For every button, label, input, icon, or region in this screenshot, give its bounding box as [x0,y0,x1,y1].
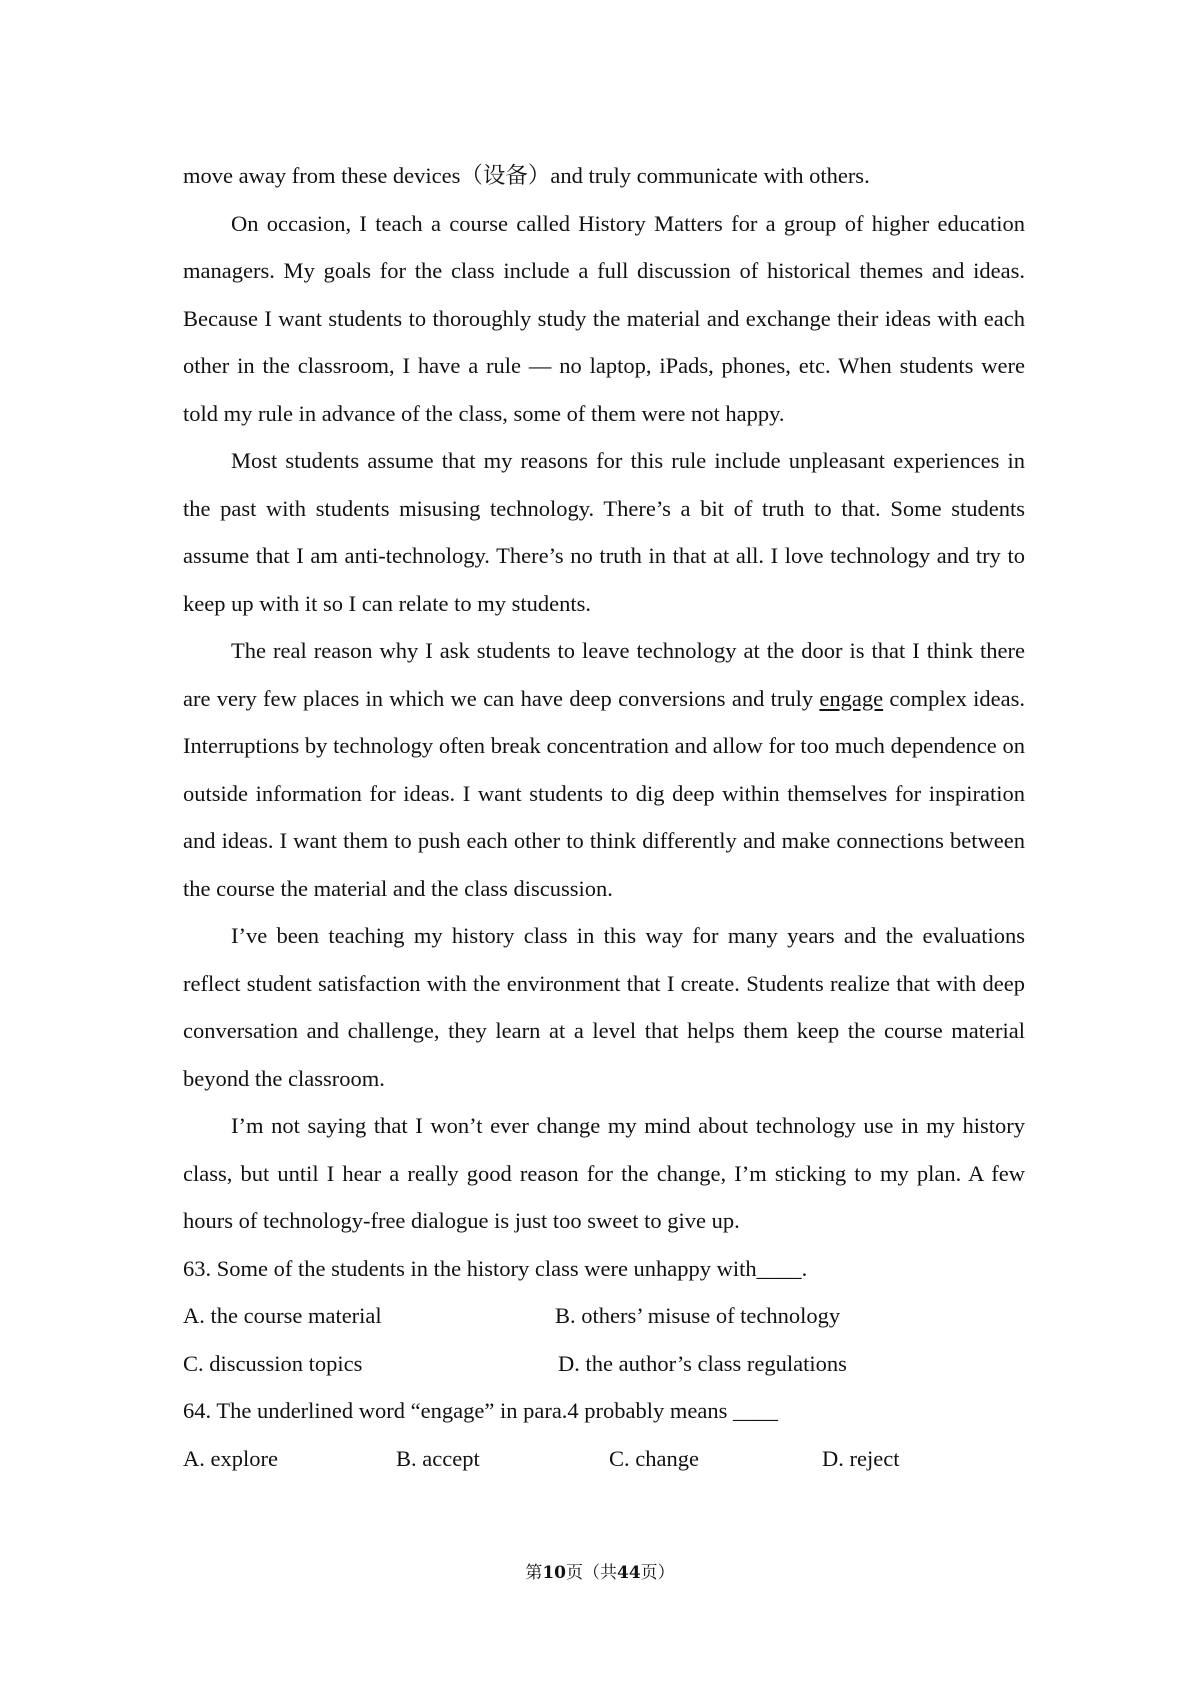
footer-prefix: 第 [525,1563,543,1583]
footer-total-pages: 44 [617,1563,641,1583]
passage-paragraph-4: I’ve been teaching my history class in this way for many years and the evaluations reflect student satisfaction with the environment that I create. Students realize that with deep conversation and challenge, they learn at a level that helps them keep the course material beyond the classroom. [183,923,1025,1091]
footer-page-number: 10 [542,1563,566,1583]
question-64-options-row [183,1435,1025,1483]
passage-paragraph-2: Most students assume that my reasons for this rule include unpleasant experiences in the past with students misusing technology. There’s a bit of truth to that. Some students assume that I am anti-technology. There’s no truth in that at all. I love technology and try to keep up with it so I can relate to my students. [183,448,1025,616]
document-page [183,152,1025,1482]
passage-paragraph-3 [183,627,1025,912]
underlined-word-engage: engage [819,685,884,711]
footer-suffix: 页） [640,1563,675,1583]
question-63-option-b: B. others’ misuse of technology [555,1303,841,1328]
question-63-options-row-1 [183,1292,1025,1340]
footer-middle: 页（共 [566,1563,617,1583]
question-64-option-d: D. reject [822,1445,900,1471]
question-63-option-d: D. the author’s class regulations [558,1350,847,1376]
question-64-option-b: B. accept [396,1445,480,1471]
question-64-option-a: A. explore [183,1445,278,1471]
question-63-option-a: A. the course material [183,1303,382,1328]
passage-paragraph-1: On occasion, I teach a course called History Matters for a group of higher education managers. My goals for the class include a full discussion of historical themes and ideas. Because I want students to thoroughly study the material and exchange their ideas with each other in the classroom, I have a rule — no laptop, iPads, phones, etc. When students were told my rule in advance of the class, some of them were not happy. [183,210,1025,426]
question-63-option-c: C. discussion topics [183,1350,363,1376]
question-63-stem: 63. Some of the students in the history class were unhappy with____. [183,1255,808,1281]
paragraph-3-text-after: complex ideas. Interruptions by technology often break concentration and allow for too much dependence on outside information for ideas. I want students to dig deep within themselves for inspiration and ideas. I want them to push each other to think differently and make connections between the course the material and the class discussion. [183,685,1025,901]
paragraph-3-text-before: The real reason why I ask students to leave technology at the door is that I think there are very few places in which we can have deep conversions and truly [183,638,1025,711]
page-footer [0,1558,1200,1583]
question-64-stem: 64. The underlined word “engage” in para.4 probably means ____ [183,1398,779,1423]
passage-paragraph-5: I’m not saying that I won’t ever change my mind about technology use in my history class, but until I hear a really good reason for the change, I’m sticking to my plan. A few hours of technology-free dialogue is just too sweet to give up. [183,1113,1025,1233]
question-64-option-c: C. change [609,1445,699,1471]
question-63-options-row-2 [183,1340,1025,1388]
passage-line-continued: move away from these devices（设备）and truly communicate with others. [183,163,870,188]
